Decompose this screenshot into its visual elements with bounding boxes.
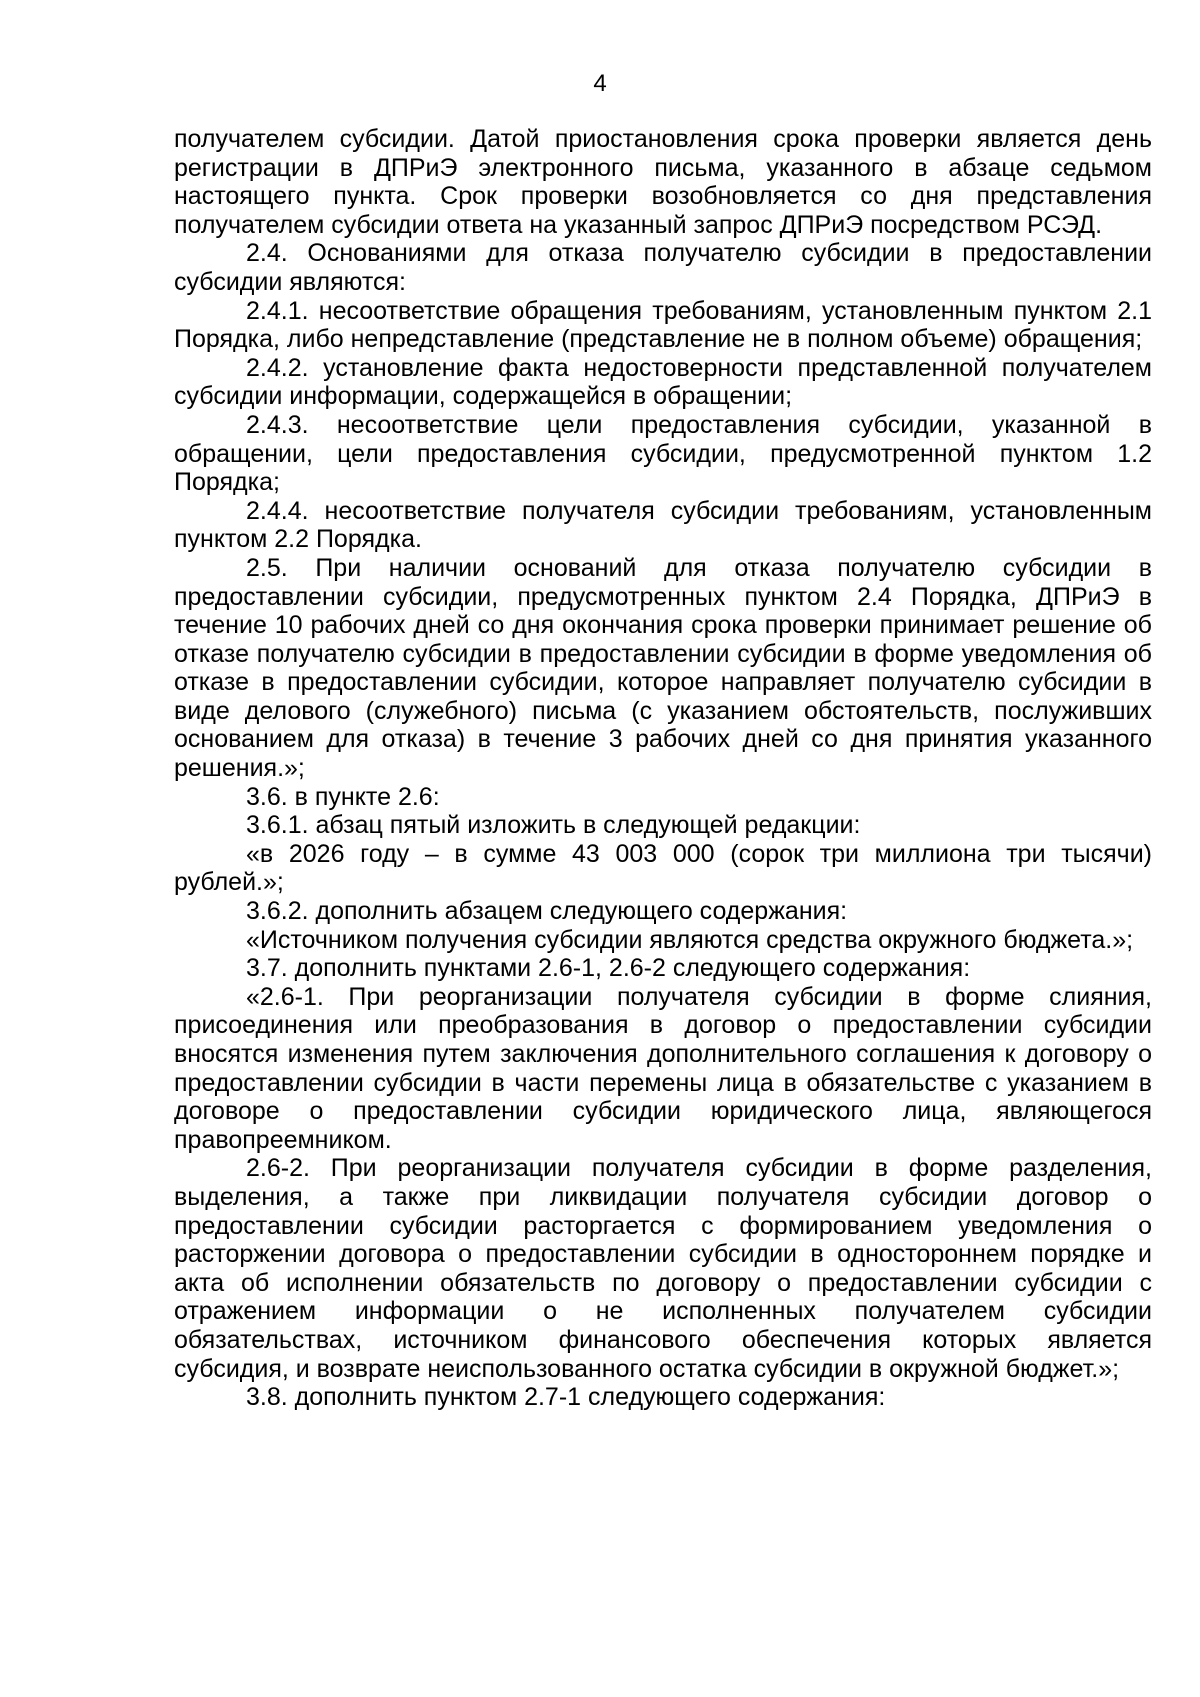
paragraph: 3.6.1. абзац пятый изложить в следующей редакции: — [246, 811, 861, 840]
paragraph: 2.4.3. несоответствие цели предоставления субсидии, указанной в обращении, цели предоставления субсидии, предусмотренной пунктом 1.2 Порядка; — [174, 410, 1152, 497]
paragraph: 2.4. Основаниями для отказа получателю субсидии в предоставлении субсидии являются: — [174, 239, 1152, 296]
paragraph: получателем субсидии. Датой приостановления срока проверки является день регистрации в ДПРиЭ электронного письма, указанного в абзаце седьмом настоящего пункта. Срок проверки возобновляется со дня представления получателем субсидии ответа на указанный запрос ДПРиЭ посредством РСЭД. — [174, 125, 1152, 239]
paragraph: 3.7. дополнить пунктами 2.6-1, 2.6-2 следующего содержания: — [246, 954, 971, 983]
document-body — [174, 125, 1152, 1412]
page-number: 4 — [593, 70, 607, 97]
paragraph: 2.4.4. несоответствие получателя субсидии требованиям, установленным пунктом 2.2 Порядка. — [174, 496, 1152, 554]
paragraph: 2.6-2. При реорганизации получателя субсидии в форме разделения, выделения, а также при ликвидации получателя субсидии договор о предоставлении субсидии расторгается с формированием уведомления о расторжении договора о предоставлении субсидии в одностороннем порядке и акта об исполнении обязательств по договору о предоставлении субсидии с отражением информации о не исполненных получателем субсидии обязательствах, источником финансового обеспечения которых является субсидия, и возврате неиспользованного остатка субсидии в окружной бюджет.»; — [174, 1154, 1152, 1383]
paragraph: 2.4.2. установление факта недостоверности представленной получателем субсидии информации, содержащейся в обращении; — [174, 353, 1152, 411]
paragraph: «в 2026 году – в сумме 43 003 000 (сорок три миллиона три тысячи) рублей.»; — [174, 839, 1152, 897]
paragraph: 3.8. дополнить пунктом 2.7-1 следующего содержания: — [246, 1383, 886, 1412]
paragraph: 2.5. При наличии оснований для отказа получателю субсидии в предоставлении субсидии, предусмотренных пунктом 2.4 Порядка, ДПРиЭ в течение 10 рабочих дней со дня окончания срока проверки принимает решение об отказе получателю субсидии в предоставлении субсидии в форме уведомления об отказе в предоставлении субсидии, которое направляет получателю субсидии в виде делового (служебного) письма (с указанием обстоятельств, послуживших основанием для отказа) в течение 3 рабочих дней со дня принятия указанного решения.»; — [174, 553, 1152, 783]
paragraph: 2.4.1. несоответствие обращения требованиям, установленным пунктом 2.1 Порядка, либо непредставление (представление не в полном объеме) обращения; — [174, 296, 1152, 354]
paragraph: 3.6.2. дополнить абзацем следующего содержания: — [246, 897, 848, 926]
paragraph: 3.6. в пункте 2.6: — [246, 782, 440, 811]
paragraph: «Источником получения субсидии являются средства окружного бюджета.»; — [246, 925, 1134, 954]
paragraph: «2.6-1. При реорганизации получателя субсидии в форме слияния, присоединения или преобразования в договор о предоставлении субсидии вносятся изменения путем заключения дополнительного соглашения к договору о предоставлении субсидии в части перемены лица в обязательстве с указанием в договоре о предоставлении субсидии юридического лица, являющегося правопреемником. — [174, 982, 1152, 1154]
